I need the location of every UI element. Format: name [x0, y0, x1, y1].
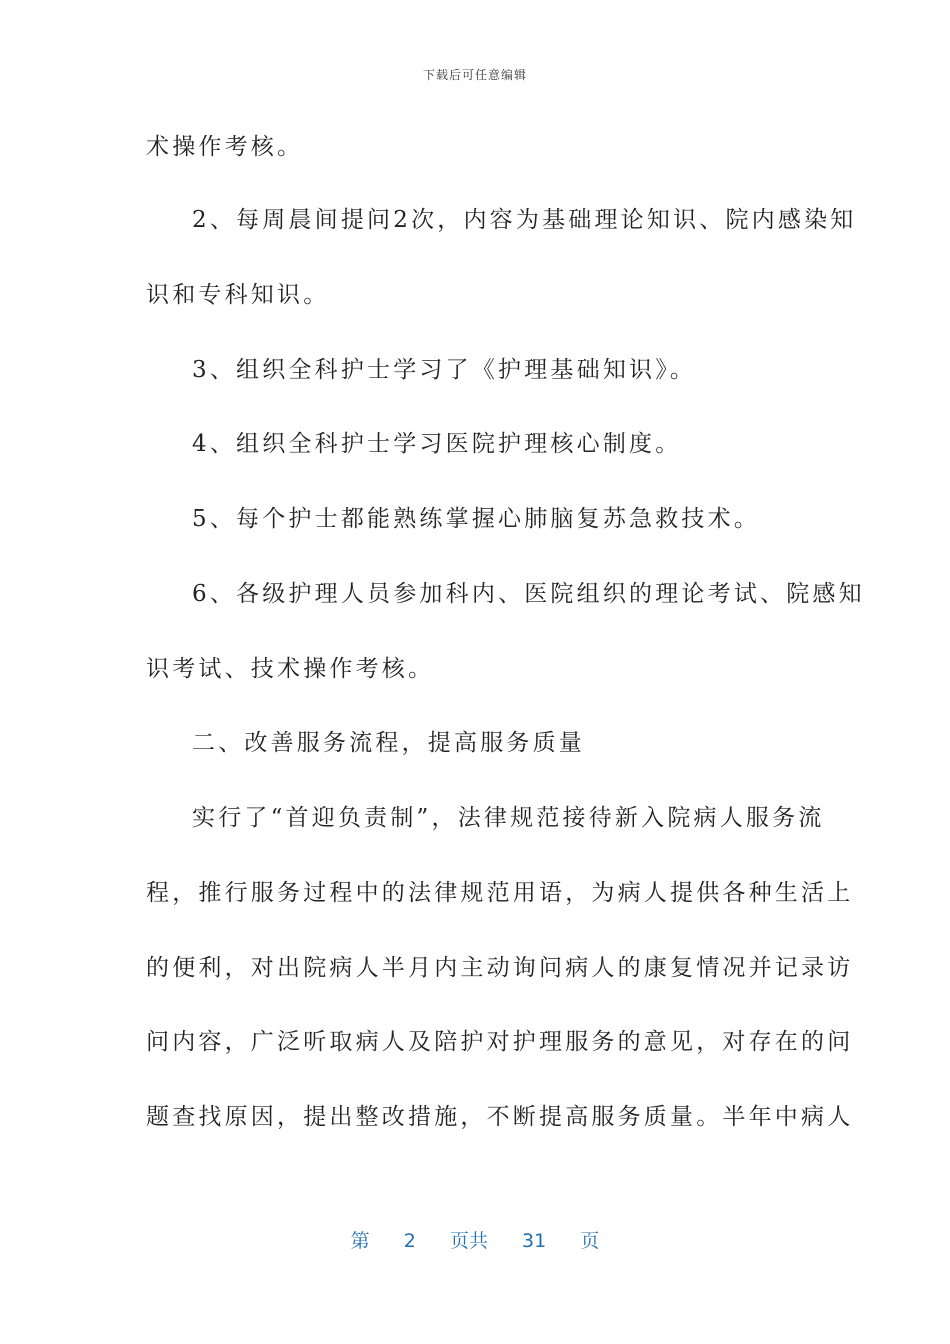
- text-line: 实行了“首迎负责制”，法律规范接待新入院病人服务流: [192, 805, 825, 831]
- text-line: 4、组织全科护士学习医院护理核心制度。: [192, 431, 682, 457]
- footer-suffix: 页: [580, 1230, 600, 1252]
- text-line: 3、组织全科护士学习了《护理基础知识》。: [192, 357, 697, 383]
- text-line: 识考试、技术操作考核。: [146, 656, 435, 682]
- text-line: 2、每周晨间提问2次，内容为基础理论知识、院内感染知: [192, 207, 857, 233]
- text-line: 的便利，对出院病人半月内主动询问病人的康复情况并记录访: [146, 955, 854, 981]
- text-line: 术操作考核。: [146, 134, 304, 160]
- section-heading: 二、改善服务流程，提高服务质量: [192, 730, 585, 756]
- footer-middle: 页共: [449, 1230, 488, 1252]
- page-footer: [0, 1226, 950, 1253]
- text-line: 题查找原因，提出整改措施，不断提高服务质量。半年中病人: [146, 1104, 854, 1130]
- text-line: 6、各级护理人员参加科内、医院组织的理论考试、院感知: [192, 581, 865, 607]
- footer-page-number: 2: [403, 1230, 416, 1252]
- text-line: 问内容，广泛听取病人及陪护对护理服务的意见，对存在的问: [146, 1029, 854, 1055]
- footer-total-pages: 31: [522, 1230, 547, 1252]
- page-header: 下载后可任意编辑: [422, 68, 527, 82]
- text-line: 识和专科知识。: [146, 282, 330, 308]
- text-line: 5、每个护士都能熟练掌握心肺脑复苏急救技术。: [192, 506, 761, 532]
- footer-prefix: 第: [350, 1230, 370, 1252]
- text-line: 程，推行服务过程中的法律规范用语，为病人提供各种生活上: [146, 880, 854, 906]
